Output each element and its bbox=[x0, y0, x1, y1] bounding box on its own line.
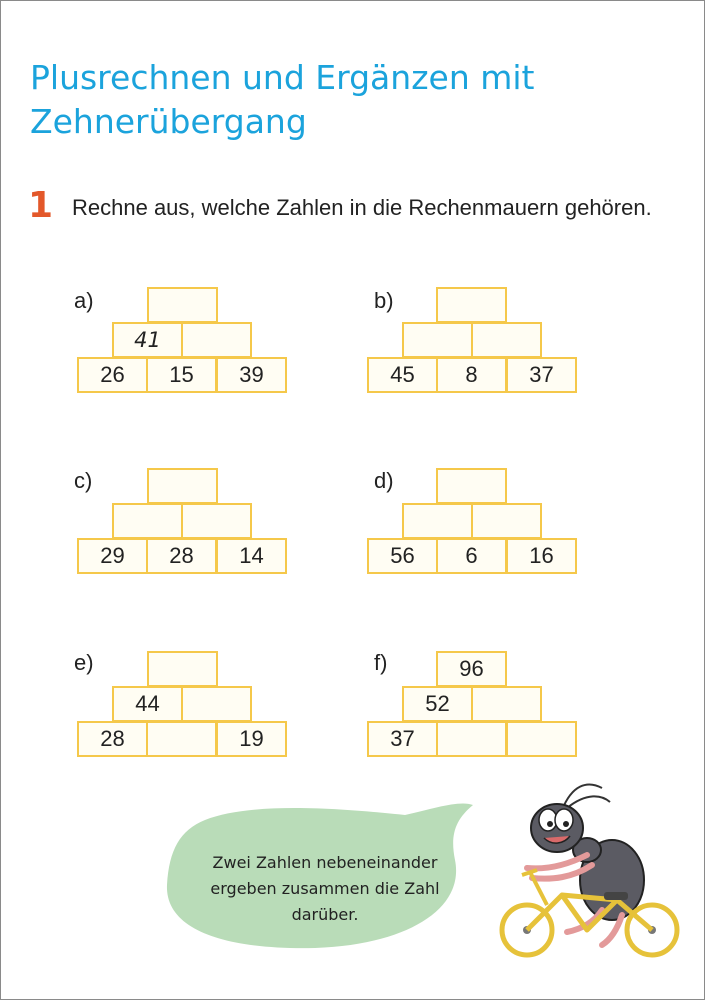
wall-d-bottom-cell-2: 6 bbox=[436, 538, 507, 574]
wall-d-bottom-cell-1: 56 bbox=[367, 538, 438, 574]
wall-d-top-cell[interactable] bbox=[436, 468, 507, 504]
wall-e-middle-cell-1: 44 bbox=[112, 686, 183, 722]
wall-a-bottom-cell-2: 15 bbox=[146, 357, 217, 393]
page-title: Plusrechnen und Ergänzen mit Zehnerübergang bbox=[30, 58, 535, 141]
wall-label-d: d) bbox=[374, 468, 394, 493]
wall-b-bottom-cell-2: 8 bbox=[436, 357, 507, 393]
wall-b-middle-cell-2[interactable] bbox=[471, 322, 542, 358]
wall-b-bottom-cell-3: 37 bbox=[506, 357, 577, 393]
wall-e-bottom-cell-1: 28 bbox=[77, 721, 148, 757]
wall-label-a: a) bbox=[74, 288, 94, 313]
wall-label-b: b) bbox=[374, 288, 394, 313]
wall-a-middle-cell-1[interactable]: 41 bbox=[112, 322, 183, 358]
wall-c-middle-cell-2[interactable] bbox=[181, 503, 252, 539]
wall-f-bottom-cell-2[interactable] bbox=[436, 721, 507, 757]
wall-d-bottom-cell-3: 16 bbox=[506, 538, 577, 574]
wall-e-bottom-cell-3: 19 bbox=[216, 721, 287, 757]
wall-a-top-cell[interactable] bbox=[147, 287, 218, 323]
wall-f-middle-cell-2[interactable] bbox=[471, 686, 542, 722]
wall-c-bottom-cell-2: 28 bbox=[146, 538, 217, 574]
wall-e-middle-cell-2[interactable] bbox=[181, 686, 252, 722]
task-number: 1 bbox=[28, 185, 54, 226]
wall-label-e: e) bbox=[74, 650, 94, 675]
wall-d-middle-cell-1[interactable] bbox=[402, 503, 473, 539]
wall-c-bottom-cell-1: 29 bbox=[77, 538, 148, 574]
wall-label-c: c) bbox=[74, 468, 93, 493]
wall-a-bottom-cell-3: 39 bbox=[216, 357, 287, 393]
hint-text: Zwei Zahlen nebeneinander ergeben zusammen die Zahl darüber. bbox=[210, 853, 440, 924]
wall-d-middle-cell-2[interactable] bbox=[471, 503, 542, 539]
wall-e-top-cell[interactable] bbox=[147, 651, 218, 687]
wall-c-middle-cell-1[interactable] bbox=[112, 503, 183, 539]
wall-c-bottom-cell-3: 14 bbox=[216, 538, 287, 574]
wall-f-middle-cell-1: 52 bbox=[402, 686, 473, 722]
wall-f-bottom-cell-1: 37 bbox=[367, 721, 438, 757]
task-instruction: Rechne aus, welche Zahlen in die Rechenmauern gehören. bbox=[72, 195, 652, 220]
wall-f-top-cell: 96 bbox=[436, 651, 507, 687]
ant-on-bicycle-illustration bbox=[492, 780, 692, 960]
wall-b-middle-cell-1[interactable] bbox=[402, 322, 473, 358]
wall-f-bottom-cell-3[interactable] bbox=[506, 721, 577, 757]
wall-label-f: f) bbox=[374, 650, 388, 675]
wall-a-middle-cell-2[interactable] bbox=[181, 322, 252, 358]
wall-a-bottom-cell-1: 26 bbox=[77, 357, 148, 393]
wall-c-top-cell[interactable] bbox=[147, 468, 218, 504]
wall-b-top-cell[interactable] bbox=[436, 287, 507, 323]
wall-b-bottom-cell-1: 45 bbox=[367, 357, 438, 393]
wall-e-bottom-cell-2[interactable] bbox=[146, 721, 217, 757]
